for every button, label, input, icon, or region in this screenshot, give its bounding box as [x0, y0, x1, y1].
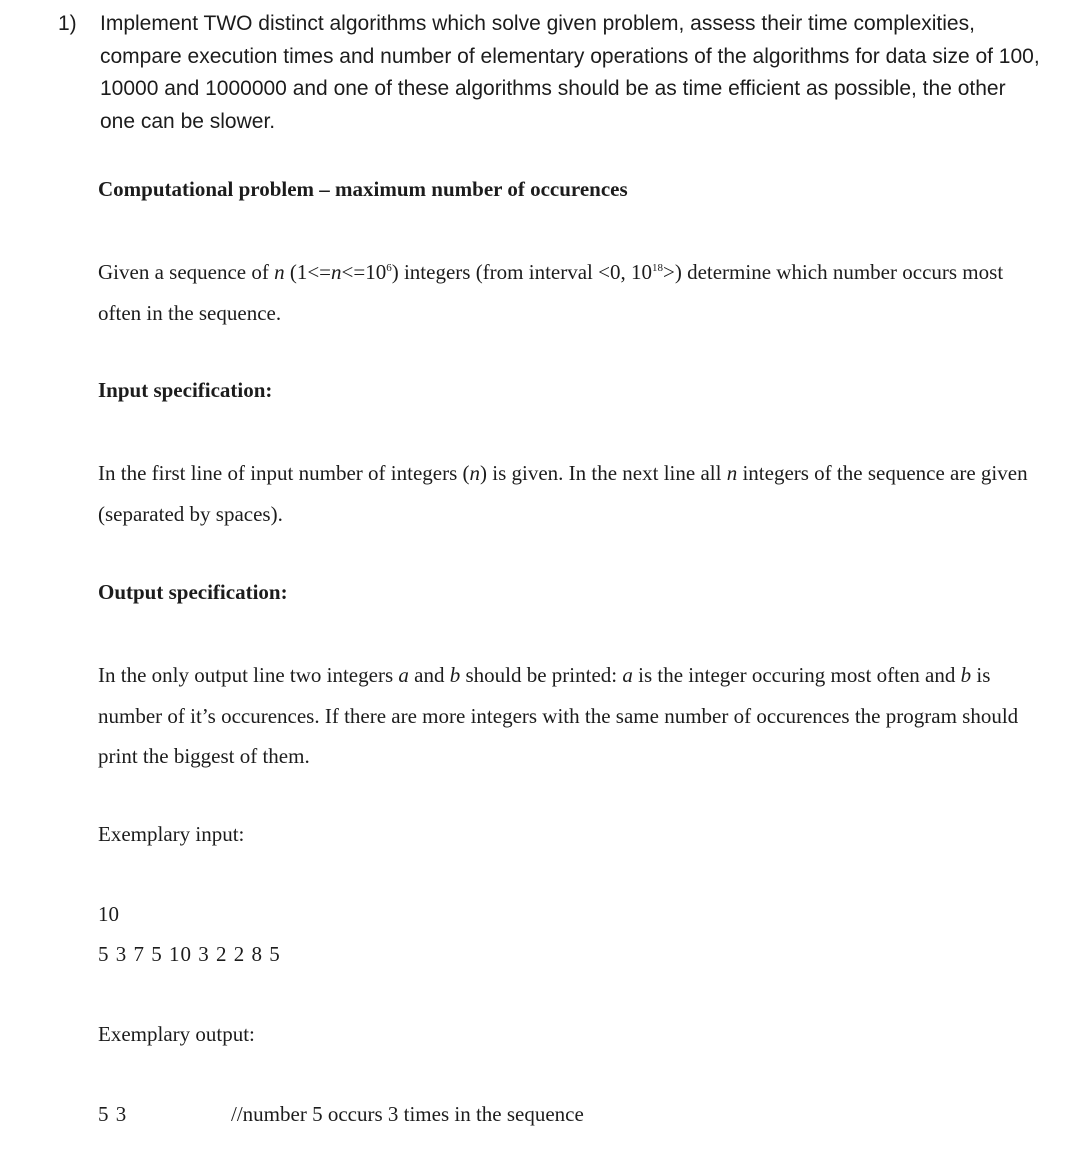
example-input-line-2: 5 3 7 5 10 3 2 2 8 5 [98, 942, 281, 966]
example-output-comment: //number 5 occurs 3 times in the sequence [231, 1102, 584, 1126]
input-spec-text: In the first line of input number of integers (n) is given. In the next line all n integers of the sequence are given (separated by spaces). [98, 461, 1028, 526]
example-input-label: Exemplary input: [98, 822, 245, 846]
output-spec-text: In the only output line two integers a and b should be printed: a is the integer occuring most often and b is number of it’s occurences. If there are more integers with the same number of occurences the program should print the biggest of them. [98, 663, 1019, 768]
task-number: 1) [58, 12, 77, 35]
example-output-value: 5 3 [98, 1102, 128, 1126]
example-output-label: Exemplary output: [98, 1022, 255, 1046]
input-spec-title: Input specification: [98, 378, 273, 402]
task-description: Implement TWO distinct algorithms which solve given problem, assess their time complexities, compare execution times and number of elementary operations of the algorithms for data size of 100, 10000 and 1000000 and one of these algorithms should be as time efficient as possible, the other one can be slower. [100, 12, 1040, 133]
problem-title: Computational problem – maximum number of occurences [98, 177, 628, 201]
output-spec-title: Output specification: [98, 580, 288, 604]
problem-statement: Given a sequence of n $(1<=n<=10^6)$ integers (from interval <0, $10^{18}>$) determine which number occurs most often in the sequence. [98, 260, 1004, 325]
example-input-line-1: 10 [98, 902, 119, 926]
